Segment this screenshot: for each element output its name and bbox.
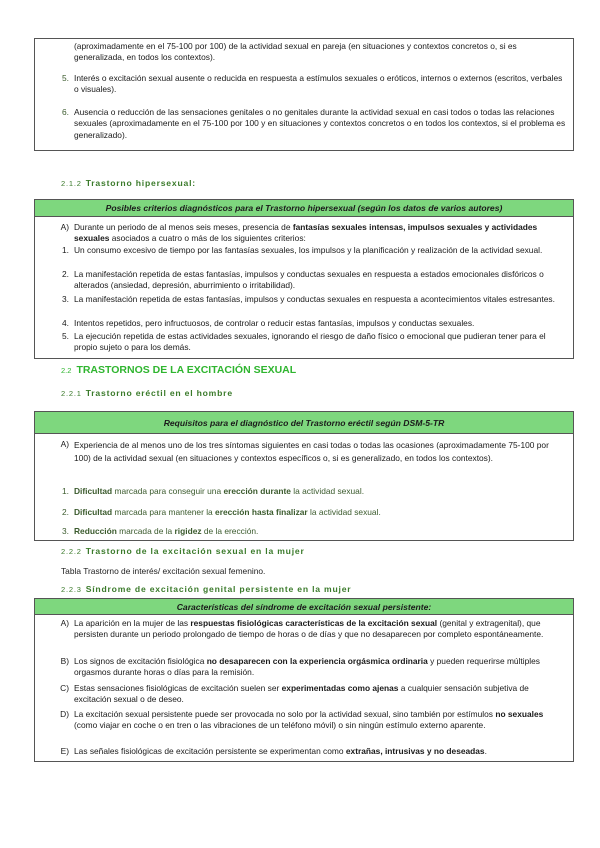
item-label: 6. xyxy=(62,107,69,117)
item-text: La manifestación repetida de estas fantasías, impulsos y conductas sexuales en respuesta a acontecimientos vitales estresantes. xyxy=(74,294,555,304)
section-title: Trastorno eréctil en el hombre xyxy=(85,388,233,398)
section-heading-2-1-2 xyxy=(61,178,196,188)
hypersexual-criteria-box xyxy=(34,199,574,359)
item-label: C) xyxy=(60,683,69,693)
item-label: 2. xyxy=(62,269,69,279)
section-heading-2-2 xyxy=(61,364,296,376)
item-text: La excitación sexual persistente puede ser provocada no solo por la actividad sexual, sino también por estímulos no sexuales (como viajar en coche o en tren o las vibraciones de un teléfono móvil) o sin ningún estímulo externo aparente. xyxy=(74,709,544,731)
item-text: Estas sensaciones fisiológicas de excitación suelen ser experimentadas como ajenas a cualquier sensación subjetiva de excitación sexual o de deseo. xyxy=(74,683,529,705)
box-header: Características del síndrome de excitación sexual persistente: xyxy=(35,599,573,615)
item-text: Un consumo excesivo de tiempo por las fantasías sexuales, los impulsos y la planificación y realización de la actividad sexual. xyxy=(74,245,543,255)
section-number: 2.2.1 xyxy=(61,389,82,398)
section-number: 2.2.3 xyxy=(61,585,82,594)
section-number: 2.1.2 xyxy=(61,179,82,188)
table-reference: Tabla Trastorno de interés/ excitación sexual femenino. xyxy=(61,566,266,576)
item-text: Los signos de excitación fisiológica no desaparecen con la experiencia orgásmica ordinaria y pueden requerirse múltiples orgasmos durante horas o días para la remisión. xyxy=(74,656,540,678)
item-label: E) xyxy=(60,746,69,756)
section-title: Trastorno hipersexual: xyxy=(85,178,196,188)
item-label: A) xyxy=(60,618,69,628)
section-title: Síndrome de excitación genital persistente en la mujer xyxy=(85,584,352,594)
persistent-arousal-box xyxy=(34,598,574,762)
item-label: 5. xyxy=(62,331,69,341)
item-text: Reducción marcada de la rigidez de la erección. xyxy=(74,526,259,536)
section-number: 2.2.2 xyxy=(61,547,82,556)
item-text: Las señales fisiológicas de excitación persistente se experimentan como extrañas, intrusivas y no deseadas. xyxy=(74,746,487,756)
item-label: 3. xyxy=(62,294,69,304)
list-item xyxy=(74,41,569,64)
item-text: Durante un periodo de al menos seis meses, presencia de fantasías sexuales intensas, impulsos sexuales y actividades sexuales asociados a cuatro o más de los siguientes criterios: xyxy=(74,222,538,244)
item-label: 1. xyxy=(62,486,69,496)
item-label: 4. xyxy=(62,318,69,328)
item-text: Dificultad marcada para conseguir una erección durante la actividad sexual. xyxy=(74,486,365,496)
item-text: Experiencia de al menos uno de los tres síntomas siguientes en casi todas o todas las ocasiones (aproximadamente 75-100 por 100) de la actividad sexual (en situaciones y contextos específicos o, si es generalizado, en todos los contextos). xyxy=(74,440,549,463)
top-criteria-box xyxy=(34,38,574,151)
item-label: D) xyxy=(60,709,69,719)
item-label: 2. xyxy=(62,507,69,517)
item-label: 1. xyxy=(62,245,69,255)
item-text: Interés o excitación sexual ausente o reducida en respuesta a estímulos sexuales o eróticos, internos o externos (escritos, verbales o visuales). xyxy=(74,73,563,95)
item-label: B) xyxy=(60,656,69,666)
item-text: Dificultad marcada para mantener la erección hasta finalizar la actividad sexual. xyxy=(74,507,381,517)
section-number: 2.2 xyxy=(61,366,72,375)
item-text: La aparición en la mujer de las respuestas fisiológicas características de la excitación sexual (genital y extragenital), que persisten durante un periodo prolongado de tiempo de horas o de días y que no desaparecen por completo espontáneamente. xyxy=(74,618,544,640)
item-label: A) xyxy=(60,222,69,232)
section-heading-2-2-3 xyxy=(61,584,351,594)
item-text: La ejecución repetida de estas actividades sexuales, ignorando el riesgo de daño físico o emocional que pudieran tener para el propio sujeto o para los demás. xyxy=(74,331,546,353)
box-header: Requisitos para el diagnóstico del Trastorno eréctil según DSM-5-TR xyxy=(35,412,573,434)
box-header: Posibles criterios diagnósticos para el Trastorno hipersexual (según los datos de varios autores) xyxy=(35,200,573,217)
item-text: Intentos repetidos, pero infructuosos, de controlar o reducir estas fantasías, impulsos y conductas sexuales. xyxy=(74,318,475,328)
item-label: A) xyxy=(60,439,69,449)
section-heading-2-2-2 xyxy=(61,546,305,556)
section-title: Trastorno de la excitación sexual en la mujer xyxy=(85,546,305,556)
item-text: Ausencia o reducción de las sensaciones genitales o no genitales durante la actividad sexual en casi todos o todas las relaciones sexuales (aproximadamente en el 75-100 por 100 y en situaciones y contextos concretos o en todos los contextos, si el problema es generalizado). xyxy=(74,107,566,140)
section-title: TRASTORNOS DE LA EXCITACIÓN SEXUAL xyxy=(76,364,297,376)
section-heading-2-2-1 xyxy=(61,388,233,398)
item-label: 5. xyxy=(62,73,69,83)
erectile-criteria-box xyxy=(34,411,574,541)
item-text: (aproximadamente en el 75-100 por 100) de la actividad sexual en pareja (en situaciones y contextos concretos o, si es generalizada, en todos los contextos). xyxy=(74,41,517,63)
item-label: 3. xyxy=(62,526,69,536)
item-text: La manifestación repetida de estas fantasías, impulsos y conductas sexuales en respuesta a estados emocionales disfóricos o alterados (ansiedad, depresión, aburrimiento o irritabilidad). xyxy=(74,269,544,291)
